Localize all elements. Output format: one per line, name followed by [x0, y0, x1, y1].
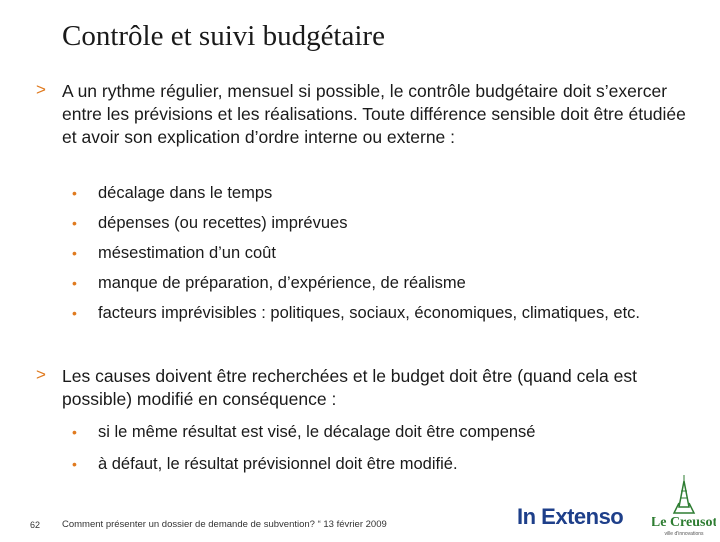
le-creusot-wordmark: Le Creusot — [652, 515, 716, 530]
bullet-text: si le même résultat est visé, le décalage doit être compensé — [98, 423, 536, 441]
bullet-icon: • — [72, 275, 77, 291]
le-creusot-tagline: ville d'innovations — [664, 531, 704, 537]
bullet-icon: • — [72, 424, 77, 440]
section-2-text: Les causes doivent être recherchées et le budget doit être (quand cela est possible) modifié en conséquence : — [62, 366, 637, 409]
in-extenso-logo: In Extenso — [517, 504, 624, 529]
le-creusot-logo — [652, 473, 716, 537]
bullet-text: à défaut, le résultat prévisionnel doit être modifié. — [98, 455, 458, 473]
section-2-bullet-1 — [72, 421, 697, 443]
bullet-icon: • — [72, 456, 77, 472]
section-1-text: A un rythme régulier, mensuel si possible, le contrôle budgétaire doit s’exercer entre les prévisions et les réalisations. Toute différence sensible doit être étudiée et avoir son explication d’ordre interne ou externe : — [62, 81, 686, 147]
bullet-text: facteurs imprévisibles : politiques, sociaux, économiques, climatiques, etc. — [98, 304, 640, 322]
section-1-bullet-2 — [72, 212, 697, 234]
bullet-text: mésestimation d’un coût — [98, 244, 276, 262]
section-1-bullet-3 — [72, 242, 697, 264]
section-1-bullet-1 — [72, 182, 697, 204]
bullet-icon: • — [72, 215, 77, 231]
section-2-marker: > — [36, 365, 46, 384]
bullet-icon: • — [72, 305, 77, 321]
bullet-text: décalage dans le temps — [98, 184, 273, 202]
section-1-marker: > — [36, 80, 46, 99]
bullet-text: manque de préparation, d’expérience, de réalisme — [98, 274, 466, 292]
page-number: 62 — [30, 520, 41, 530]
section-2-bullet-2 — [72, 453, 697, 475]
le-creusot-tower-icon — [652, 473, 716, 537]
slide-title: Contrôle et suivi budgétaire — [62, 20, 385, 52]
footer-text: Comment présenter un dossier de demande de subvention? “ 13 février 2009 — [62, 519, 387, 530]
bullet-icon: • — [72, 245, 77, 261]
section-1-bullet-5 — [72, 302, 697, 324]
bullet-icon: • — [72, 185, 77, 201]
section-1-bullet-4 — [72, 272, 697, 294]
bullet-text: dépenses (ou recettes) imprévues — [98, 214, 348, 232]
